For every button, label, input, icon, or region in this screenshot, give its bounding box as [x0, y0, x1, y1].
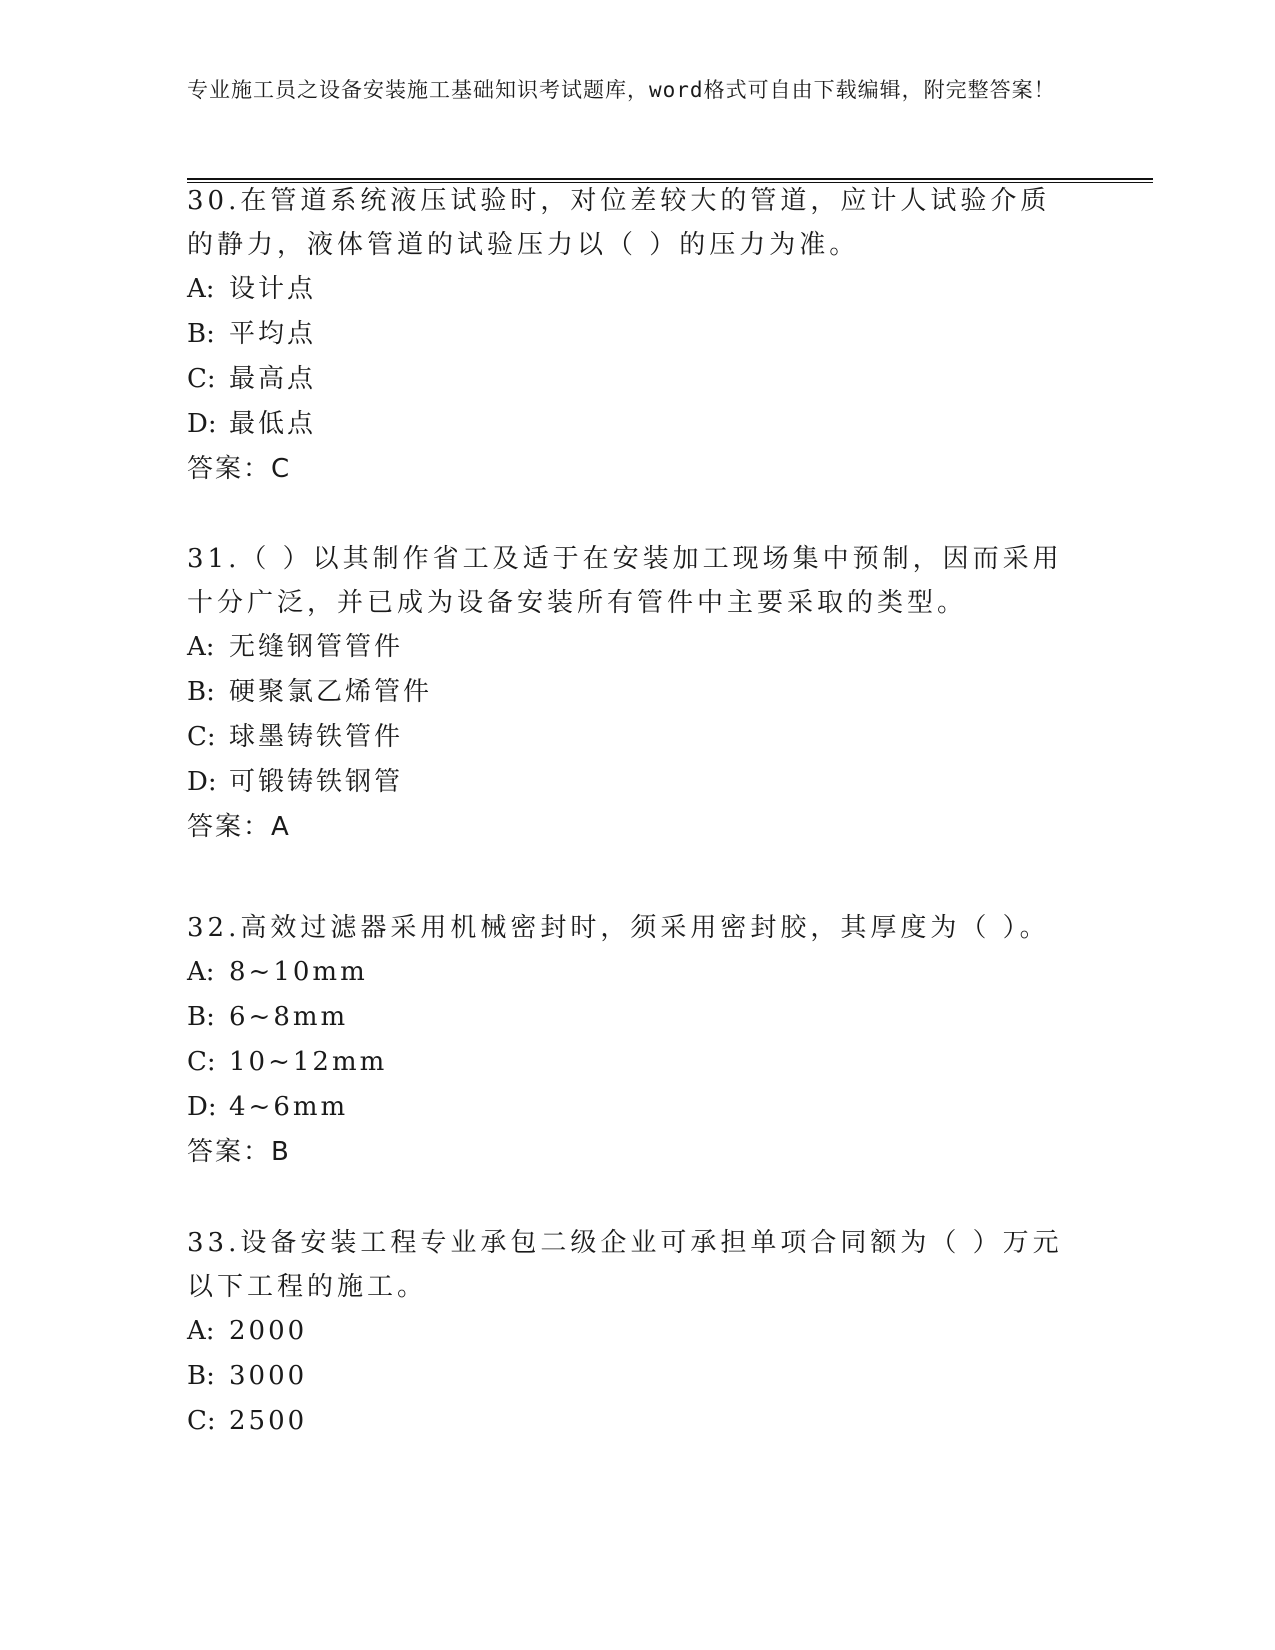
- option-text: 设计点: [229, 274, 317, 304]
- option-key: B:: [187, 677, 215, 707]
- answer-line: 答案：A: [187, 812, 291, 842]
- option-text: 3000: [229, 1361, 308, 1391]
- option-text: 10~12mm: [229, 1047, 388, 1077]
- option-text: 2500: [229, 1406, 308, 1436]
- option-text: 平均点: [229, 319, 317, 349]
- option-key: A:: [187, 632, 215, 662]
- option-key: D:: [187, 767, 217, 797]
- option-b: [187, 312, 1087, 357]
- question-stem: 30.在管道系统液压试验时，对位差较大的管道，应计人试验介质的静力，液体管道的试验压力以（ ）的压力为准。: [187, 186, 1051, 260]
- option-text: 2000: [229, 1316, 308, 1346]
- option-text: 无缝钢管管件: [229, 632, 404, 662]
- option-key: D:: [187, 409, 217, 439]
- option-key: A:: [187, 957, 215, 987]
- option-d: [187, 760, 1087, 805]
- option-c: [187, 1399, 1087, 1444]
- option-key: C:: [187, 1047, 216, 1077]
- option-b: [187, 670, 1087, 715]
- option-text: 球墨铸铁管件: [229, 722, 404, 752]
- answer-line: 答案：B: [187, 1137, 291, 1167]
- option-key: B:: [187, 1361, 215, 1391]
- question-stem: 32.高效过滤器采用机械密封时，须采用密封胶，其厚度为（ ）。: [187, 913, 1050, 943]
- option-c: [187, 1040, 1087, 1085]
- option-a: [187, 625, 1087, 670]
- option-key: D:: [187, 1092, 217, 1122]
- option-key: C:: [187, 1406, 216, 1436]
- option-text: 8~10mm: [229, 957, 368, 987]
- option-key: B:: [187, 319, 215, 349]
- option-a: [187, 267, 1087, 312]
- answer-line: 答案：C: [187, 454, 292, 484]
- option-text: 6~8mm: [229, 1002, 349, 1032]
- option-d: [187, 1085, 1087, 1130]
- option-key: B:: [187, 1002, 215, 1032]
- option-key: C:: [187, 722, 216, 752]
- option-a: [187, 1309, 1087, 1354]
- option-text: 可锻铸铁钢管: [229, 767, 404, 797]
- option-text: 最高点: [229, 364, 317, 394]
- option-b: [187, 995, 1087, 1040]
- question-33: [187, 1221, 1087, 1444]
- option-a: [187, 950, 1087, 995]
- question-31: [187, 537, 1087, 850]
- option-c: [187, 715, 1087, 760]
- option-key: C:: [187, 364, 216, 394]
- option-key: A:: [187, 274, 215, 304]
- option-text: 最低点: [229, 409, 317, 439]
- option-d: [187, 402, 1087, 447]
- question-32: [187, 906, 1087, 1175]
- option-c: [187, 357, 1087, 402]
- question-stem: 33.设备安装工程专业承包二级企业可承担单项合同额为（ ）万元以下工程的施工。: [187, 1228, 1063, 1302]
- option-key: A:: [187, 1316, 215, 1346]
- question-stem: 31.（ ）以其制作省工及适于在安装加工现场集中预制，因而采用十分广泛，并已成为设备安装所有管件中主要采取的类型。: [187, 544, 1063, 618]
- document-header: 专业施工员之设备安装施工基础知识考试题库，word格式可自由下载编辑，附完整答案！: [187, 78, 1056, 102]
- option-b: [187, 1354, 1087, 1399]
- option-text: 4~6mm: [229, 1092, 349, 1122]
- option-text: 硬聚氯乙烯管件: [229, 677, 433, 707]
- question-30: [187, 179, 1087, 492]
